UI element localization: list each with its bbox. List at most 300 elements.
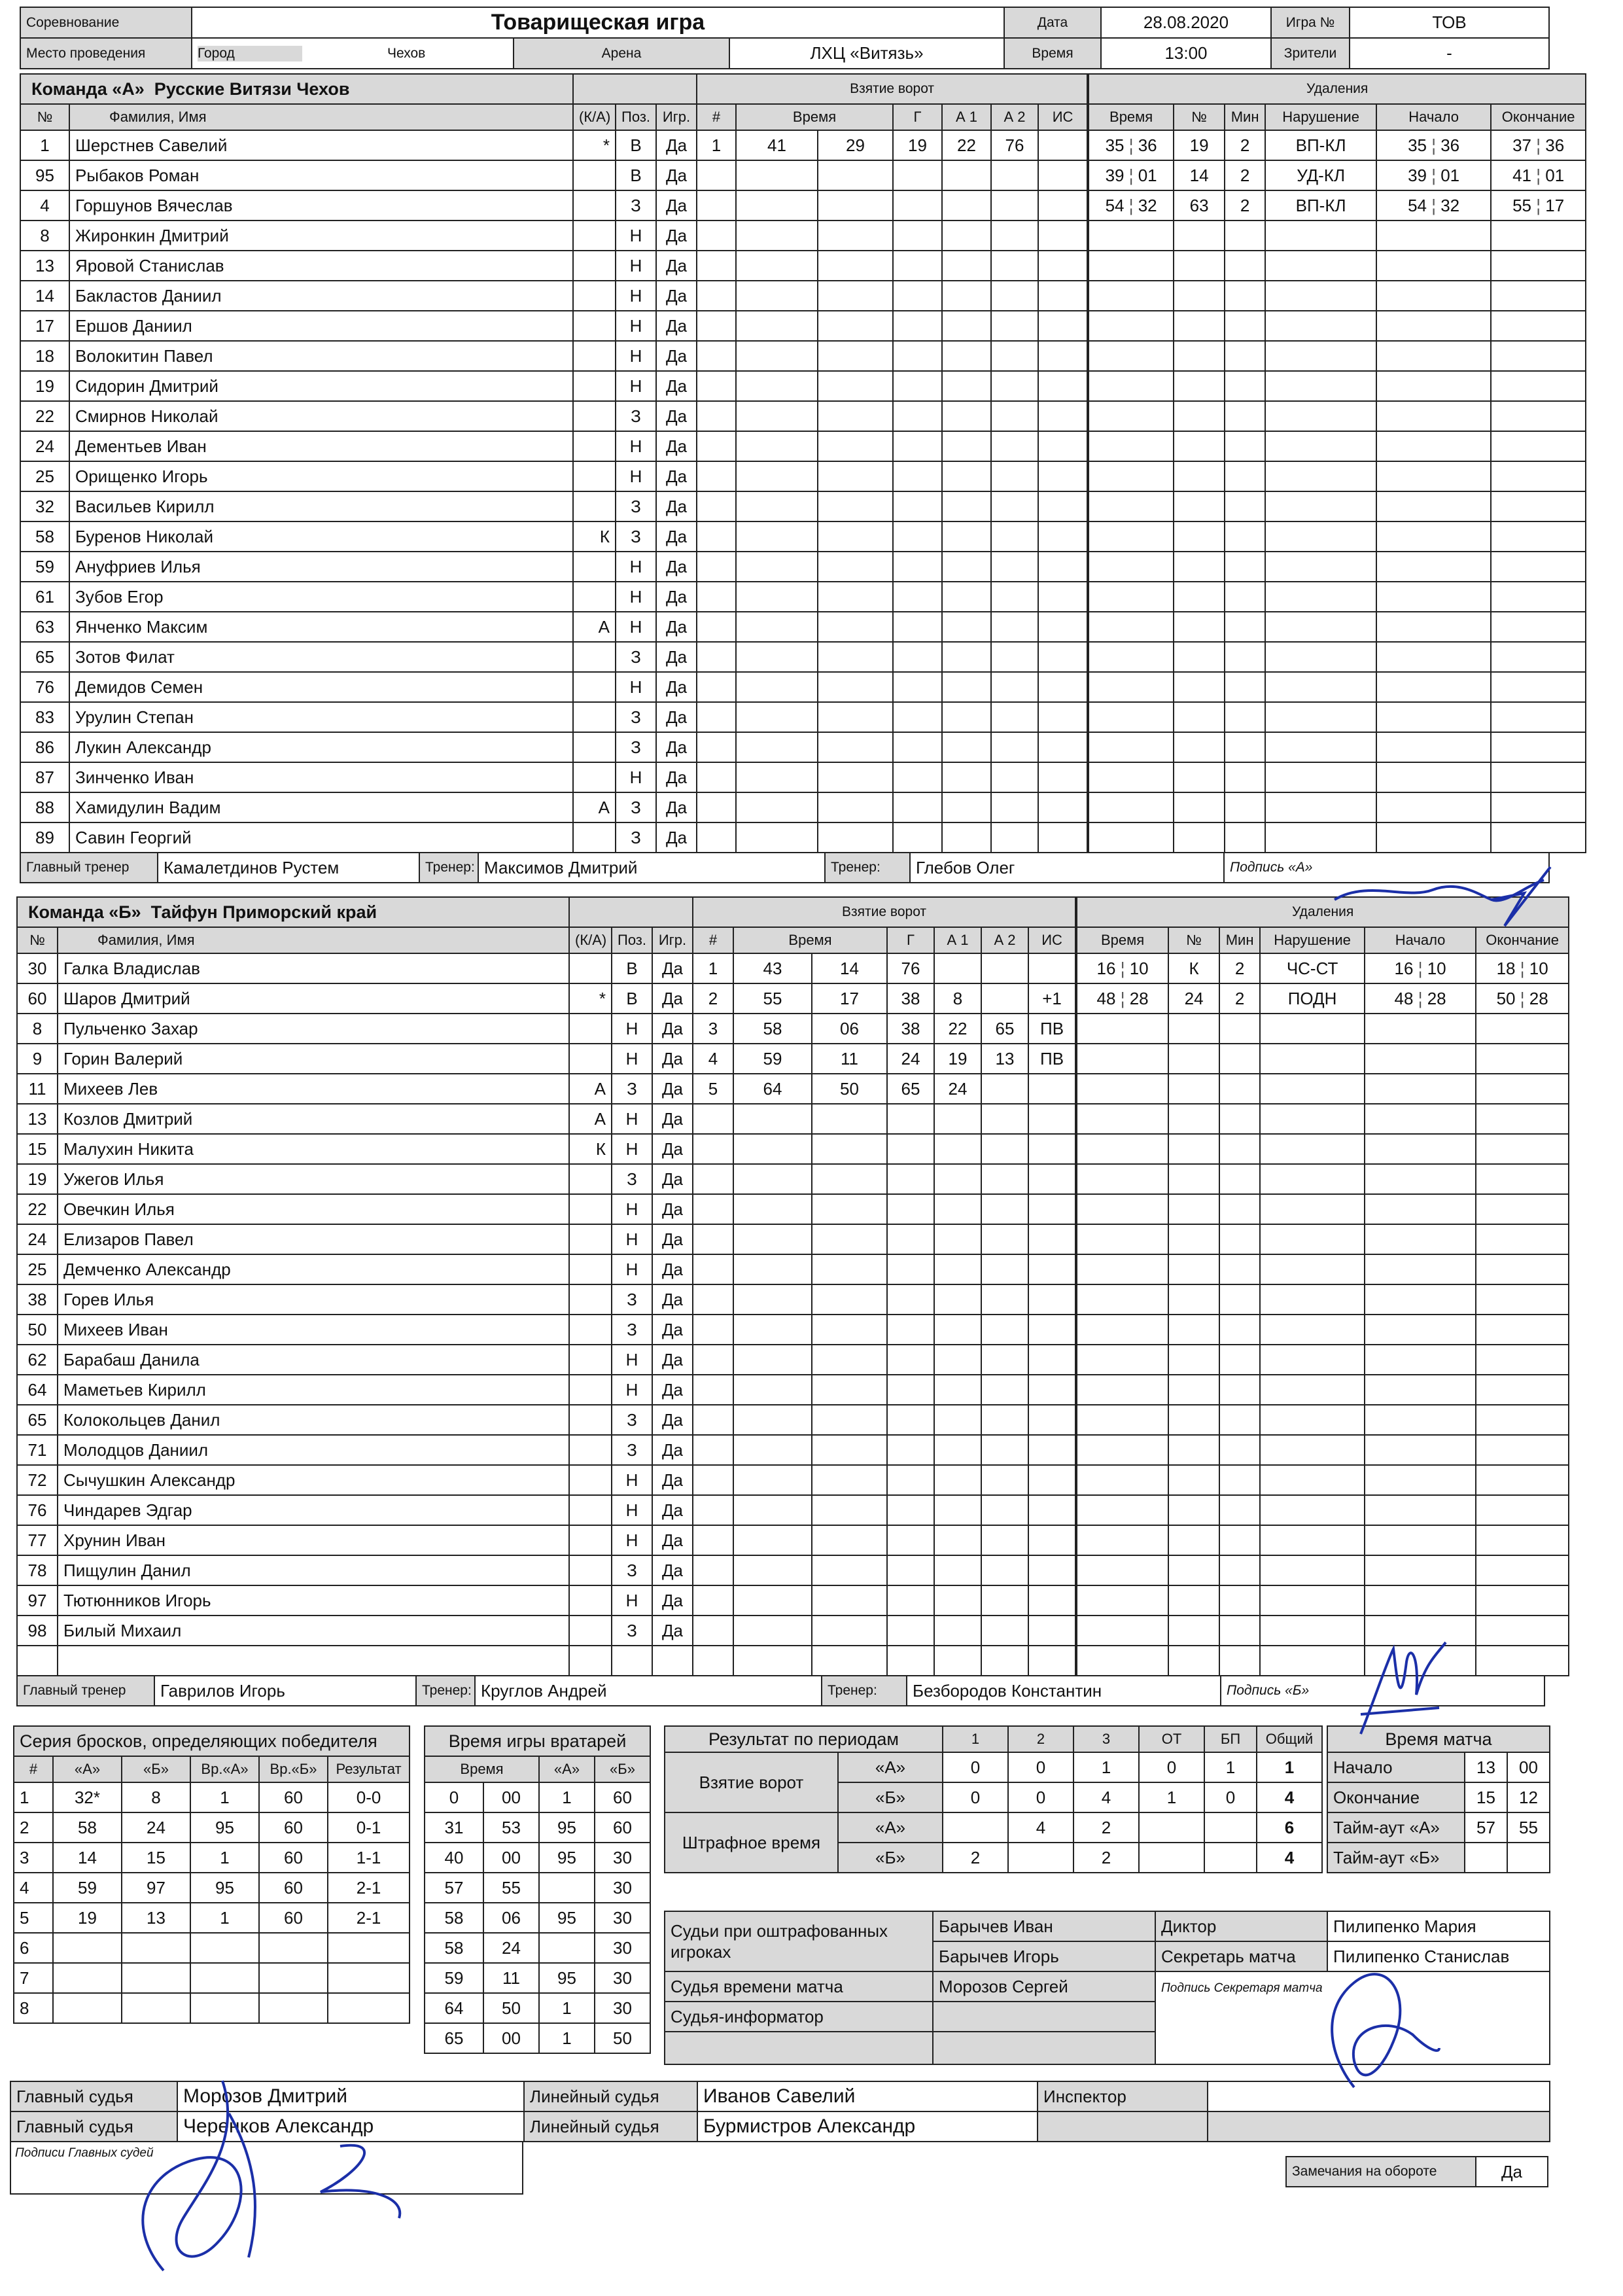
goal-cell (934, 1345, 981, 1375)
player-name: Смирнов Николай (69, 401, 573, 431)
goal-cell (693, 1224, 733, 1254)
goal-cell (942, 251, 991, 281)
goalie-time-cell: 30 (595, 1993, 650, 2023)
player-row (20, 792, 1586, 822)
penalty-player (1174, 612, 1225, 642)
player-name (58, 1646, 569, 1676)
ref-1: Морозов Дмитрий (177, 2081, 524, 2111)
goal-cell (812, 1646, 887, 1676)
goal-cell: 41 (736, 130, 818, 160)
goal-cell (942, 762, 991, 792)
penalty-time (1077, 1345, 1168, 1375)
penalty-end (1491, 672, 1586, 702)
penalty-infraction (1265, 702, 1376, 732)
goal-cell (818, 612, 893, 642)
penalty-minutes (1219, 1405, 1260, 1435)
goal-cell (818, 371, 893, 401)
penalty-start: 48 ¦ 28 (1365, 983, 1476, 1014)
penalty-start (1376, 341, 1491, 371)
penalty-end (1476, 1435, 1569, 1465)
penalty-infraction (1260, 1345, 1365, 1375)
goal-cell (942, 582, 991, 612)
penalty-time (1077, 1405, 1168, 1435)
goal-cell (812, 1405, 887, 1435)
goal-cell (981, 983, 1028, 1014)
player-played: Да (652, 1555, 693, 1585)
goal-cell (736, 491, 818, 521)
penalty-minutes: 2 (1225, 130, 1265, 160)
penalty-minutes (1225, 672, 1265, 702)
player-row (20, 461, 1586, 491)
player-position: З (616, 521, 656, 552)
penalty-time (1077, 1646, 1168, 1676)
ref-label-2: Главный судья (10, 2111, 177, 2142)
goal-cell (812, 1525, 887, 1555)
penalty-player (1174, 582, 1225, 612)
player-position: З (612, 1616, 652, 1646)
penalty-infraction: ВП-КЛ (1265, 130, 1376, 160)
penalty-infraction: УД-КЛ (1265, 160, 1376, 190)
period-cell (1204, 1812, 1257, 1843)
goal-cell (818, 762, 893, 792)
goal-cell (981, 1284, 1028, 1315)
goal-cell (934, 1254, 981, 1284)
shootout-row (14, 1963, 410, 1993)
penalty-minutes (1225, 792, 1265, 822)
timeout-a-label: Тайм-аут «А» (1327, 1812, 1465, 1843)
col-is: ИС (1038, 104, 1087, 130)
player-role (569, 1585, 612, 1616)
goal-cell (991, 311, 1038, 341)
penalty-start (1365, 1495, 1476, 1525)
penalty-start: 54 ¦ 32 (1376, 190, 1491, 221)
shootout-cell: 4 (14, 1873, 53, 1903)
player-name: Михеев Лев (58, 1074, 569, 1104)
col-pen-end: Окончание (1491, 104, 1586, 130)
team-b-head-coach-label: Главный тренер (17, 1676, 154, 1706)
team-a-rows (20, 130, 1586, 853)
goal-cell (981, 1164, 1028, 1194)
penalty-start (1365, 1254, 1476, 1284)
shootout-cell (122, 1933, 190, 1963)
team-b-coach2-label: Тренер: (822, 1676, 907, 1706)
player-number: 1 (20, 130, 69, 160)
goal-cell (991, 792, 1038, 822)
player-number: 61 (20, 582, 69, 612)
penalty-infraction (1265, 552, 1376, 582)
player-position: Н (612, 1495, 652, 1525)
period-cell: 2 (943, 1843, 1008, 1873)
goal-cell (991, 461, 1038, 491)
goal-cell: 2 (693, 983, 733, 1014)
goal-cell (736, 281, 818, 311)
penalty-start (1376, 491, 1491, 521)
penalty-end (1476, 1104, 1569, 1134)
goal-cell (736, 642, 818, 672)
goal-cell (934, 1224, 981, 1254)
goal-cell (887, 1104, 934, 1134)
player-row (17, 1405, 1569, 1435)
goal-cell (991, 221, 1038, 251)
player-row (17, 1164, 1569, 1194)
spectators-label: Зрители (1271, 38, 1350, 69)
goal-cell (733, 1345, 812, 1375)
player-position: В (616, 160, 656, 190)
period-cell: 4 (1073, 1782, 1139, 1812)
penalty-start (1365, 1164, 1476, 1194)
team-b-sign-label: Подпись «Б» (1221, 1676, 1544, 1706)
penalty-minutes (1219, 1375, 1260, 1405)
player-role (573, 642, 616, 672)
player-row (17, 1375, 1569, 1405)
shootout-cell (259, 1993, 328, 2023)
player-played: Да (652, 1465, 693, 1495)
player-number: 24 (17, 1224, 58, 1254)
player-name: Шаров Дмитрий (58, 983, 569, 1014)
goal-cell (981, 953, 1028, 983)
goal-cell (991, 732, 1038, 762)
penalty-end (1476, 1315, 1569, 1345)
penalty-start (1376, 612, 1491, 642)
period-cell: 1 (1073, 1752, 1139, 1782)
player-played: Да (652, 1104, 693, 1134)
goal-cell (887, 1585, 934, 1616)
shootout-cell: 95 (190, 1812, 259, 1843)
goal-cell (1028, 1525, 1075, 1555)
goal-cell (736, 822, 818, 853)
penalty-minutes (1225, 221, 1265, 251)
penalty-start (1376, 371, 1491, 401)
penalty-time (1089, 221, 1174, 251)
player-row (17, 1014, 1569, 1044)
player-number: 63 (20, 612, 69, 642)
period-team-a: «А» (838, 1812, 943, 1843)
penalty-start (1376, 672, 1491, 702)
shootout-cell: 13 (122, 1903, 190, 1933)
penalty-player (1168, 1616, 1219, 1646)
shootout-cell: 32* (53, 1782, 122, 1812)
penalty-infraction (1265, 521, 1376, 552)
shootout-cell: 7 (14, 1963, 53, 1993)
venue-label: Место проведения (20, 38, 192, 69)
player-name: Маметьев Кирилл (58, 1375, 569, 1405)
goal-cell (697, 341, 736, 371)
col-ka: (К/А) (573, 104, 616, 130)
penalty-end (1491, 552, 1586, 582)
competition-label: Соревнование (20, 7, 192, 38)
player-number: 18 (20, 341, 69, 371)
penalty-infraction (1265, 672, 1376, 702)
player-name: Пульченко Захар (58, 1014, 569, 1044)
penalty-infraction (1260, 1465, 1365, 1495)
team-a-coach1: Максимов Дмитрий (478, 853, 825, 883)
player-name: Зинченко Иван (69, 762, 573, 792)
player-number: 22 (20, 401, 69, 431)
line-1: Иванов Савелий (697, 2081, 1038, 2111)
shootout-header: «Б» (122, 1756, 190, 1782)
penalty-time (1077, 1465, 1168, 1495)
penalty-start (1365, 1014, 1476, 1044)
goal-cell: 22 (942, 130, 991, 160)
shootout-cell (328, 1993, 410, 2023)
penalty-end (1476, 1044, 1569, 1074)
penalty-end (1491, 642, 1586, 672)
penalty-end (1491, 762, 1586, 792)
goal-cell (697, 221, 736, 251)
goal-cell (942, 672, 991, 702)
informer-label: Судья-информатор (665, 2002, 933, 2032)
penalty-end (1476, 1616, 1569, 1646)
goal-cell (934, 1164, 981, 1194)
goal-cell (697, 251, 736, 281)
arena-label: Арена (514, 38, 729, 69)
player-name: Янченко Максим (69, 612, 573, 642)
player-role: А (569, 1104, 612, 1134)
player-position (612, 1646, 652, 1676)
shootout-title: Серия бросков, определяющих победителя (14, 1726, 410, 1756)
player-played: Да (652, 1134, 693, 1164)
penalty-minutes (1225, 642, 1265, 672)
goal-cell (1038, 341, 1087, 371)
shootout-cell (190, 1993, 259, 2023)
player-row (20, 822, 1586, 853)
goal-cell (893, 401, 942, 431)
shootout-cell: 97 (122, 1873, 190, 1903)
goalie-time-cell: 64 (425, 1993, 483, 2023)
penalty-end (1491, 732, 1586, 762)
match-time-title: Время матча (1327, 1726, 1550, 1752)
shootout-cell: 24 (122, 1812, 190, 1843)
goal-cell (697, 371, 736, 401)
penalty-start (1365, 1435, 1476, 1465)
team-a-name: Русские Витязи Чехов (154, 79, 350, 99)
goalie-time-cell: 58 (425, 1903, 483, 1933)
penalty-player (1168, 1134, 1219, 1164)
goalie-time-cell: 60 (595, 1812, 650, 1843)
goal-cell (1038, 762, 1087, 792)
goal-cell (981, 1224, 1028, 1254)
goal-cell (893, 822, 942, 853)
player-name: Рыбаков Роман (69, 160, 573, 190)
penalty-infraction (1265, 401, 1376, 431)
penalty-start (1365, 1646, 1476, 1676)
player-position: Н (616, 461, 656, 491)
player-name: Ужегов Илья (58, 1164, 569, 1194)
goal-cell (818, 792, 893, 822)
goal-cell (887, 1284, 934, 1315)
goal-cell (934, 1375, 981, 1405)
player-number: 50 (17, 1315, 58, 1345)
penalty-end (1491, 401, 1586, 431)
player-name: Билый Михаил (58, 1616, 569, 1646)
city-label: Город (198, 46, 302, 62)
time: 13:00 (1101, 38, 1271, 69)
player-role (573, 281, 616, 311)
penalty-start (1376, 221, 1491, 251)
penalty-time: 35 ¦ 36 (1089, 130, 1174, 160)
shootout-row (14, 1933, 410, 1963)
team-a-section (20, 73, 1575, 883)
player-name: Зубов Егор (69, 582, 573, 612)
player-role (569, 1375, 612, 1405)
penalty-player (1174, 552, 1225, 582)
shootout-row (14, 1873, 410, 1903)
period-team-b: «Б» (838, 1843, 943, 1873)
goal-cell (893, 521, 942, 552)
player-played: Да (656, 672, 697, 702)
player-row (20, 672, 1586, 702)
player-row (17, 953, 1569, 983)
goal-cell (812, 1104, 887, 1134)
goal-cell (991, 431, 1038, 461)
goal-cell (693, 1375, 733, 1405)
penalty-start (1376, 461, 1491, 491)
shootout-cell: 60 (259, 1782, 328, 1812)
goal-cell (1038, 672, 1087, 702)
team-b-coach2: Безбородов Константин (907, 1676, 1221, 1706)
goal-cell (1038, 251, 1087, 281)
goal-cell: ПВ (1028, 1044, 1075, 1074)
player-name: Дементьев Иван (69, 431, 573, 461)
player-role (569, 1254, 612, 1284)
goal-cell: 24 (934, 1074, 981, 1104)
goal-cell (934, 1315, 981, 1345)
goal-cell (893, 612, 942, 642)
penalty-time (1077, 1164, 1168, 1194)
player-played (652, 1646, 693, 1676)
player-number: 59 (20, 552, 69, 582)
match-time: Время матча Начало 13 00 Окончание 15 12 Тайм-аут «А» 57 55 Тайм-аут «Б» (1327, 1725, 1549, 1873)
penalty-player (1168, 1465, 1219, 1495)
period-cell (1008, 1843, 1073, 1873)
penalty-player (1174, 221, 1225, 251)
player-position: З (616, 702, 656, 732)
team-a-penalties-title: Удаления (1089, 74, 1586, 104)
goal-cell: 76 (991, 130, 1038, 160)
secretary: Пилипенко Станислав (1327, 1941, 1550, 1971)
player-role (573, 341, 616, 371)
penalty-end (1476, 1375, 1569, 1405)
goal-cell (697, 401, 736, 431)
penalty-infraction (1260, 1224, 1365, 1254)
player-position: Н (616, 431, 656, 461)
penalty-player (1168, 1555, 1219, 1585)
player-number: 72 (17, 1465, 58, 1495)
goal-cell (733, 1134, 812, 1164)
penalty-time (1089, 792, 1174, 822)
penalty-start (1365, 1104, 1476, 1134)
penalty-time (1089, 491, 1174, 521)
goal-cell (942, 341, 991, 371)
goal-cell (934, 1405, 981, 1435)
penalty-end (1476, 1525, 1569, 1555)
goal-cell (887, 1525, 934, 1555)
player-played: Да (652, 1315, 693, 1345)
penalty-infraction (1265, 732, 1376, 762)
goal-cell (942, 281, 991, 311)
goalie-time-cell: 06 (483, 1903, 539, 1933)
player-role: * (573, 130, 616, 160)
penalty-time (1089, 582, 1174, 612)
goal-cell (887, 1254, 934, 1284)
penalty-player (1174, 521, 1225, 552)
penalty-end (1476, 1465, 1569, 1495)
goal-cell (818, 341, 893, 371)
player-name: Шерстнев Савелий (69, 130, 573, 160)
penalty-time (1077, 1525, 1168, 1555)
penalty-player (1168, 1495, 1219, 1525)
goal-cell: 58 (733, 1014, 812, 1044)
goal-cell: 3 (693, 1014, 733, 1044)
player-played: Да (656, 762, 697, 792)
goalie-time-cell: 1 (539, 1993, 595, 2023)
penalty-player (1168, 1646, 1219, 1676)
player-row (20, 762, 1586, 792)
penalty-end (1476, 1164, 1569, 1194)
goal-cell (1038, 642, 1087, 672)
player-number: 17 (20, 311, 69, 341)
penalty-player (1168, 1435, 1219, 1465)
shootout-cell: 1 (190, 1843, 259, 1873)
goal-cell: 55 (733, 983, 812, 1014)
goal-cell (693, 1646, 733, 1676)
penalty-infraction (1260, 1495, 1365, 1525)
period-cell: 0 (1139, 1752, 1204, 1782)
shootout-cell (53, 1933, 122, 1963)
goal-cell (934, 1616, 981, 1646)
player-number: 76 (20, 672, 69, 702)
goal-cell (1028, 1194, 1075, 1224)
penalty-player: 63 (1174, 190, 1225, 221)
goal-cell (934, 1284, 981, 1315)
goal-cell (942, 461, 991, 491)
penalty-end (1476, 1224, 1569, 1254)
player-name: Демченко Александр (58, 1254, 569, 1284)
player-played: Да (656, 612, 697, 642)
player-name: Урулин Степан (69, 702, 573, 732)
player-position: Н (616, 582, 656, 612)
period-cell (943, 1812, 1008, 1843)
goal-cell (893, 251, 942, 281)
player-role (569, 1495, 612, 1525)
penalty-minutes (1219, 1164, 1260, 1194)
goal-cell (991, 822, 1038, 853)
goalie-time-cell: 95 (539, 1843, 595, 1873)
goal-cell (697, 822, 736, 853)
goal-cell (942, 642, 991, 672)
col-a2: А 2 (991, 104, 1038, 130)
goal-cell (893, 762, 942, 792)
player-number (17, 1646, 58, 1676)
goal-cell (887, 1555, 934, 1585)
penalty-minutes (1225, 461, 1265, 491)
goal-cell (818, 582, 893, 612)
col-name: Фамилия, Имя (69, 104, 573, 130)
player-position: Н (612, 1585, 652, 1616)
penalty-start (1365, 1224, 1476, 1254)
penalty-start (1365, 1074, 1476, 1104)
goal-cell (1038, 190, 1087, 221)
goal-cell (736, 672, 818, 702)
goalie-time-cell: 58 (425, 1933, 483, 1963)
penalty-time (1089, 281, 1174, 311)
penalty-start (1376, 401, 1491, 431)
penalty-player (1168, 1074, 1219, 1104)
penalty-player (1168, 1224, 1219, 1254)
penalty-infraction (1260, 1646, 1365, 1676)
goalie-time-cell: 95 (539, 1963, 595, 1993)
player-row (17, 1465, 1569, 1495)
